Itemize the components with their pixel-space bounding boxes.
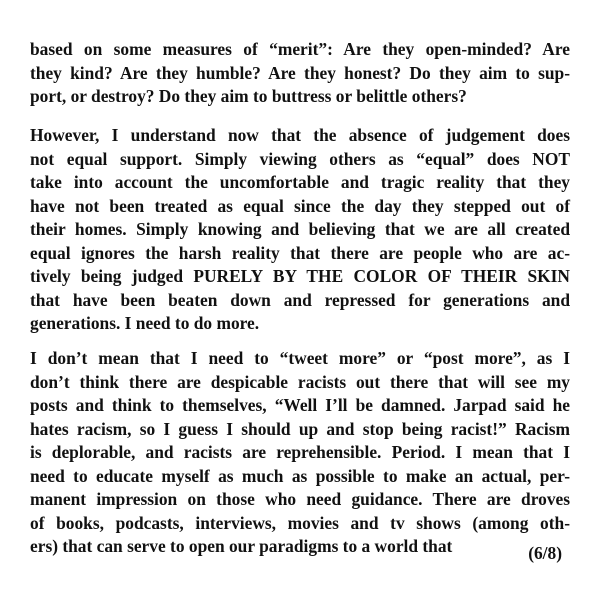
text-line: is deplorable, and racists are reprehensible. Period. I mean that I [30,442,570,462]
text-line: that have been beaten down and repressed for generations and [30,289,570,310]
text-line: tively being judged PURELY BY THE COLOR OF THEIR SKIN [30,266,570,286]
text-line: have not been treated as equal since the day they stepped out of [30,195,570,216]
text-line: I don’t mean that I need to “tweet more” or “post more”, as I [30,348,570,368]
text-line: not equal support. Simply viewing others as “equal” does NOT [30,148,570,169]
text-line: of books, podcasts, interviews, movies and tv shows (among oth- [30,512,570,533]
text-line: take into account the uncomfortable and tragic reality that they [30,172,570,192]
text-line: generations. I need to do more. [30,313,260,333]
text-line: based on some measures of “merit”: Are they open-minded? Are [30,39,570,59]
text-line: their homes. Simply knowing and believing that we are all created [30,219,570,239]
paragraph-merit [30,38,570,109]
text-line: they kind? Are they humble? Are they honest? Do they aim to sup- [30,62,570,83]
paragraph-judgement [30,124,570,336]
text-line: hates racism, so I guess I should up and stop being racist!” Racism [30,418,570,439]
text-line: posts and think to themselves, “Well I’ll be damned. Jarpad said he [30,395,570,415]
text-line: equal ignores the harsh reality that there are people who are ac- [30,242,570,263]
text-line: manent impression on those who need guidance. There are droves [30,489,570,509]
text-line: don’t think there are despicable racists out there that will see my [30,371,570,392]
page-number: (6/8) [528,543,562,563]
text-line: ers) that can serve to open our paradigms to a world that [30,536,453,556]
text-line: need to educate myself as much as possible to make an actual, per- [30,465,570,486]
text-line: However, I understand now that the absence of judgement does [30,125,570,145]
text-line: port, or destroy? Do they aim to buttress or belittle others? [30,86,467,106]
paragraph-educate [30,347,570,559]
